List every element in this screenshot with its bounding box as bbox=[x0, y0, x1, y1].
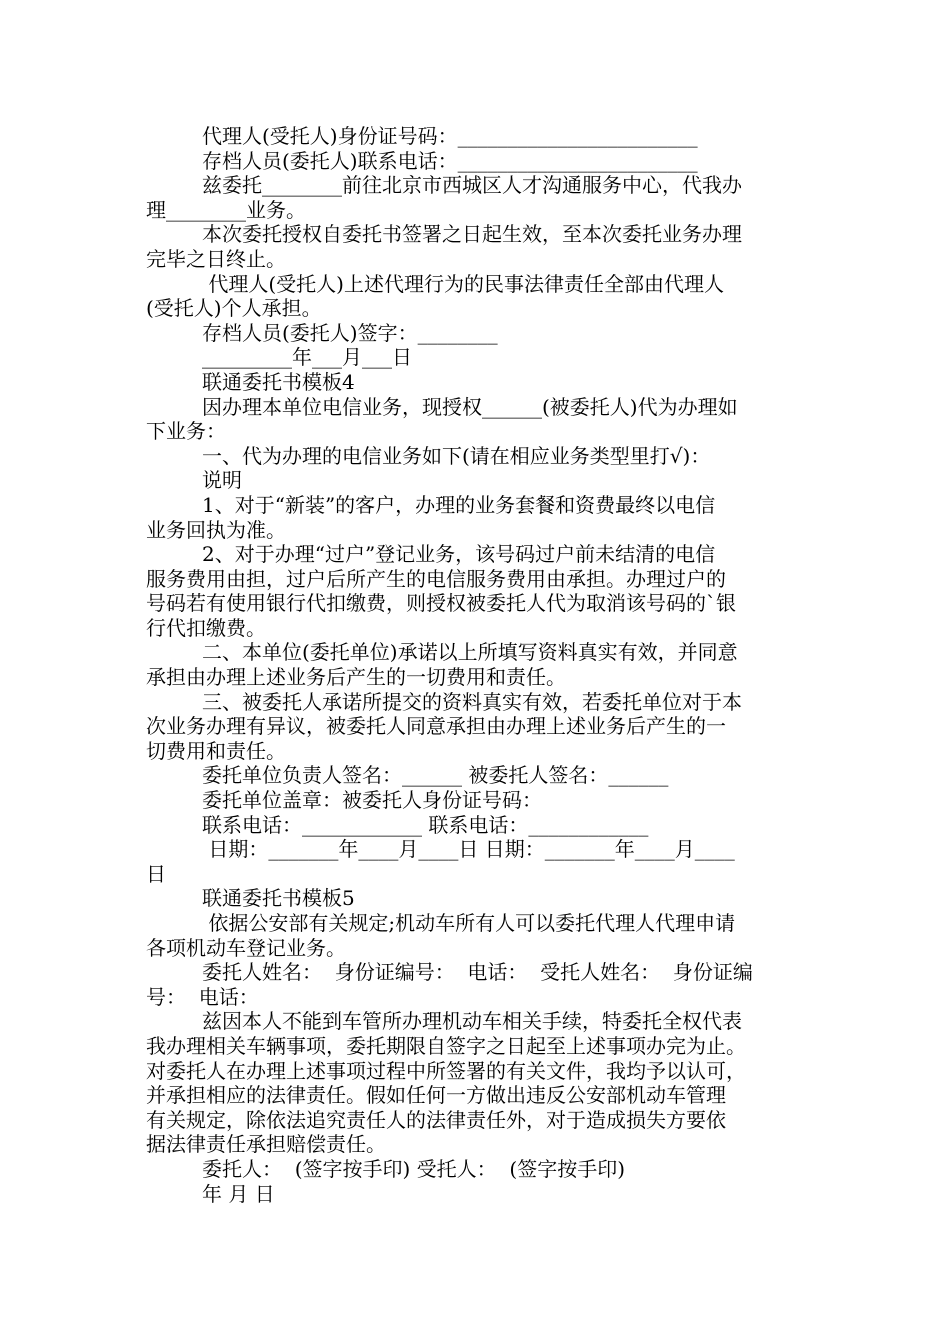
text-line: 切费用和责任。 bbox=[146, 738, 286, 763]
text-line: 并承担相应的法律责任。假如任何一方做出违反公安部机动车管理 bbox=[146, 1083, 726, 1108]
text-line: 代理人(受托人)上述代理行为的民事法律责任全部由代理人 bbox=[202, 271, 724, 296]
text-line: 委托人姓名： 身份证编号： 电话： 受托人姓名： 身份证编 bbox=[202, 960, 753, 985]
text-line: 据法律责任承担赔偿责任。 bbox=[146, 1132, 386, 1157]
text-line: 委托单位盖章：被委托人身份证号码： bbox=[202, 788, 542, 813]
text-line: 存档人员(委托人)联系电话：________________________ bbox=[202, 148, 698, 173]
date-line: 日期：_______年____月____日 日期：_______年____月____ bbox=[202, 837, 735, 862]
text-line: 完毕之日终止。 bbox=[146, 246, 286, 271]
text-line: 号： 电话： bbox=[146, 984, 259, 1009]
text-line: 代理人(受托人)身份证号码：________________________ bbox=[202, 124, 698, 148]
text-line: 兹因本人不能到车管所办理机动车相关手续，特委托全权代表 bbox=[202, 1009, 742, 1034]
text-line: 依据公安部有关规定;机动车所有人可以委托代理人代理申请 bbox=[202, 911, 736, 935]
text-line: 2、对于办理“过户”登记业务，该号码过户前未结清的电信 bbox=[202, 542, 716, 567]
document-body bbox=[146, 124, 810, 1206]
text-line: (受托人)个人承担。 bbox=[146, 296, 322, 321]
section-heading: 联通委托书模板4 bbox=[202, 369, 355, 394]
signature-line: 委托人： (签字按手印) 受托人： (签字按手印) bbox=[202, 1156, 625, 1181]
text-line: 日 bbox=[146, 861, 166, 886]
text-line: 理________业务。 bbox=[146, 197, 306, 222]
text-line: 有关规定，除依法追究责任人的法律责任外，对于造成损失方要依 bbox=[146, 1107, 726, 1132]
text-line: 我办理相关车辆事项，委托期限自签字之日起至上述事项办完为止。 bbox=[146, 1033, 746, 1058]
text-line: 说明 bbox=[202, 468, 242, 493]
section-heading: 联通委托书模板5 bbox=[202, 886, 355, 911]
text-line: 本次委托授权自委托书签署之日起生效，至本次委托业务办理 bbox=[202, 222, 742, 247]
text-line: 二、本单位(委托单位)承诺以上所填写资料真实有效，并同意 bbox=[202, 640, 738, 665]
text-line: 号码若有使用银行代扣缴费，则授权被委托人代为取消该号码的`银 bbox=[146, 591, 736, 616]
date-line: 年 月 日 bbox=[202, 1181, 275, 1206]
text-line: 兹委托________前往北京市西城区人才沟通服务中心，代我办 bbox=[202, 173, 742, 198]
text-line: 行代扣缴费。 bbox=[146, 615, 266, 640]
signature-line: 委托单位负责人签名：______ 被委托人签名：______ bbox=[202, 763, 669, 788]
text-line: 三、被委托人承诺所提交的资料真实有效，若委托单位对于本 bbox=[202, 689, 742, 714]
text-line: 一、代为办理的电信业务如下(请在相应业务类型里打√)： bbox=[202, 443, 711, 468]
text-line: 联系电话：____________ 联系电话：____________ bbox=[202, 812, 649, 837]
date-line: _________年___月___日 bbox=[202, 345, 412, 370]
text-line: 服务费用由担，过户后所产生的电信服务费用由承担。办理过户的 bbox=[146, 566, 726, 591]
text-line: 次业务办理有异议，被委托人同意承担由办理上述业务后产生的一 bbox=[146, 714, 726, 739]
text-line: 业务回执为准。 bbox=[146, 517, 286, 542]
text-line: 各项机动车登记业务。 bbox=[146, 935, 346, 960]
text-line: 存档人员(委托人)签字：________ bbox=[202, 320, 498, 345]
text-line: 下业务： bbox=[146, 419, 226, 444]
text-line: 对委托人在办理上述事项过程中所签署的有关文件，我均予以认可， bbox=[146, 1058, 746, 1083]
text-line: 因办理本单位电信业务，现授权______(被委托人)代为办理如 bbox=[202, 394, 738, 419]
text-line: 1、对于“新装”的客户，办理的业务套餐和资费最终以电信 bbox=[202, 492, 716, 517]
text-line: 承担由办理上述业务后产生的一切费用和责任。 bbox=[146, 665, 566, 690]
